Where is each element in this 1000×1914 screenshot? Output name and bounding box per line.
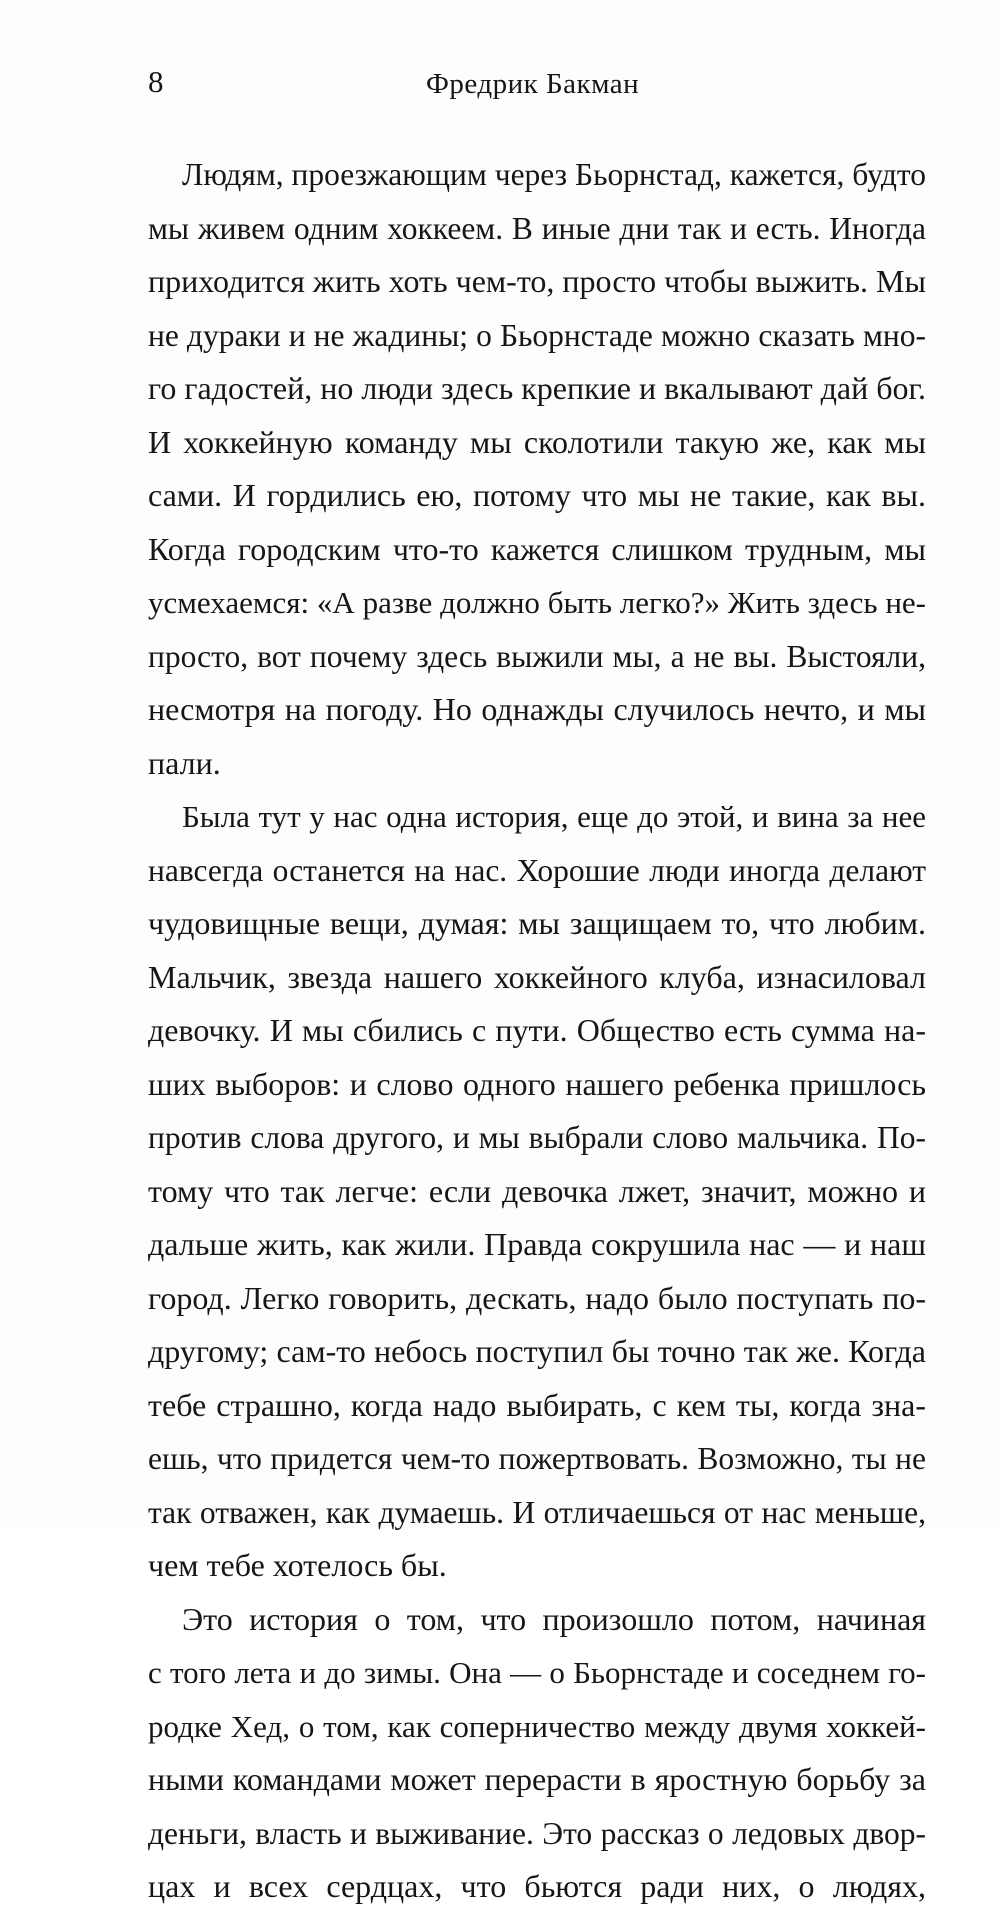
text-line: с того лета и до зимы. Она — о Бьорнстаде и соседнем го- xyxy=(148,1655,926,1690)
text-line: так отважен, как думаешь. И отличаешься от нас меньше, xyxy=(148,1494,926,1530)
text-line: деньги, власть и выживание. Это рассказ о ледовых двор- xyxy=(148,1815,926,1851)
text-line: навсегда останется на нас. Хорошие люди иногда делают xyxy=(148,852,926,888)
text-line: ших выборов: и слово одного нашего ребенка пришлось xyxy=(148,1065,926,1102)
text-line: го гадостей, но люди здесь крепкие и вкалывают дай бог. xyxy=(148,370,926,406)
text-line: сами. И гордились ею, потому что мы не такие, как вы. xyxy=(148,477,926,513)
text-line: тебе страшно, когда надо выбирать, с кем ты, когда зна- xyxy=(148,1386,926,1423)
text-line: тому что так легче: если девочка лжет, значит, можно и xyxy=(148,1172,926,1209)
text-line: против слова другого, и мы выбрали слово мальчика. По- xyxy=(148,1120,926,1155)
text-line: пали. xyxy=(148,744,221,781)
text-line: дальше жить, как жили. Правда сокрушила нас — и наш xyxy=(148,1226,926,1262)
text-line: Когда городским что-то кажется слишком трудным, мы xyxy=(148,530,926,567)
text-line: просто, вот почему здесь выжили мы, а не вы. Выстояли, xyxy=(148,638,926,674)
text-line: Это история о том, что произошло потом, начиная xyxy=(182,1600,926,1637)
text-line: ешь, что придется чем-то пожертвовать. Возможно, ты не xyxy=(148,1441,926,1476)
text-line: цах и всех сердцах, что бьются ради них, о людях, xyxy=(148,1868,926,1904)
text-line: И хоккейную команду мы сколотили такую же, как мы xyxy=(148,423,926,460)
text-line: чудовищные вещи, думая: мы защищаем то, что любим. xyxy=(148,905,926,941)
text-line: Людям, проезжающим через Бьорнстад, кажется, будто xyxy=(182,157,926,192)
text-line: другому; сам-то небось поступил бы точно так же. Когда xyxy=(148,1333,926,1369)
text-line: не дураки и не жадины; о Бьорнстаде можно сказать мно- xyxy=(148,317,926,353)
text-line: мы живем одним хоккеем. В иные дни так и есть. Иногда xyxy=(148,210,926,246)
text-line: ными командами может перерасти в яростную борьбу за xyxy=(148,1761,926,1797)
text-line: приходится жить хоть чем-то, просто чтобы выжить. Мы xyxy=(148,263,926,299)
running-head: Фредрик Бакман xyxy=(426,68,640,100)
text-line: Была тут у нас одна история, еще до этой, и вина за нее xyxy=(182,799,926,834)
text-line: родке Хед, о том, как соперничество между двумя хоккей- xyxy=(148,1708,926,1744)
text-line: девочку. И мы сбились с пути. Общество есть сумма на- xyxy=(148,1012,926,1048)
page-number: 8 xyxy=(148,64,164,99)
text-line: несмотря на погоду. Но однажды случилось нечто, и мы xyxy=(148,691,926,727)
text-line: усмехаемся: «А разве должно быть легко?» Жить здесь не- xyxy=(148,585,926,620)
text-line: чем тебе хотелось бы. xyxy=(148,1547,447,1583)
text-line: Мальчик, звезда нашего хоккейного клуба, изнасиловал xyxy=(148,958,926,995)
text-line: город. Легко говорить, дескать, надо было поступать по- xyxy=(148,1279,926,1316)
body-text xyxy=(148,148,926,1914)
